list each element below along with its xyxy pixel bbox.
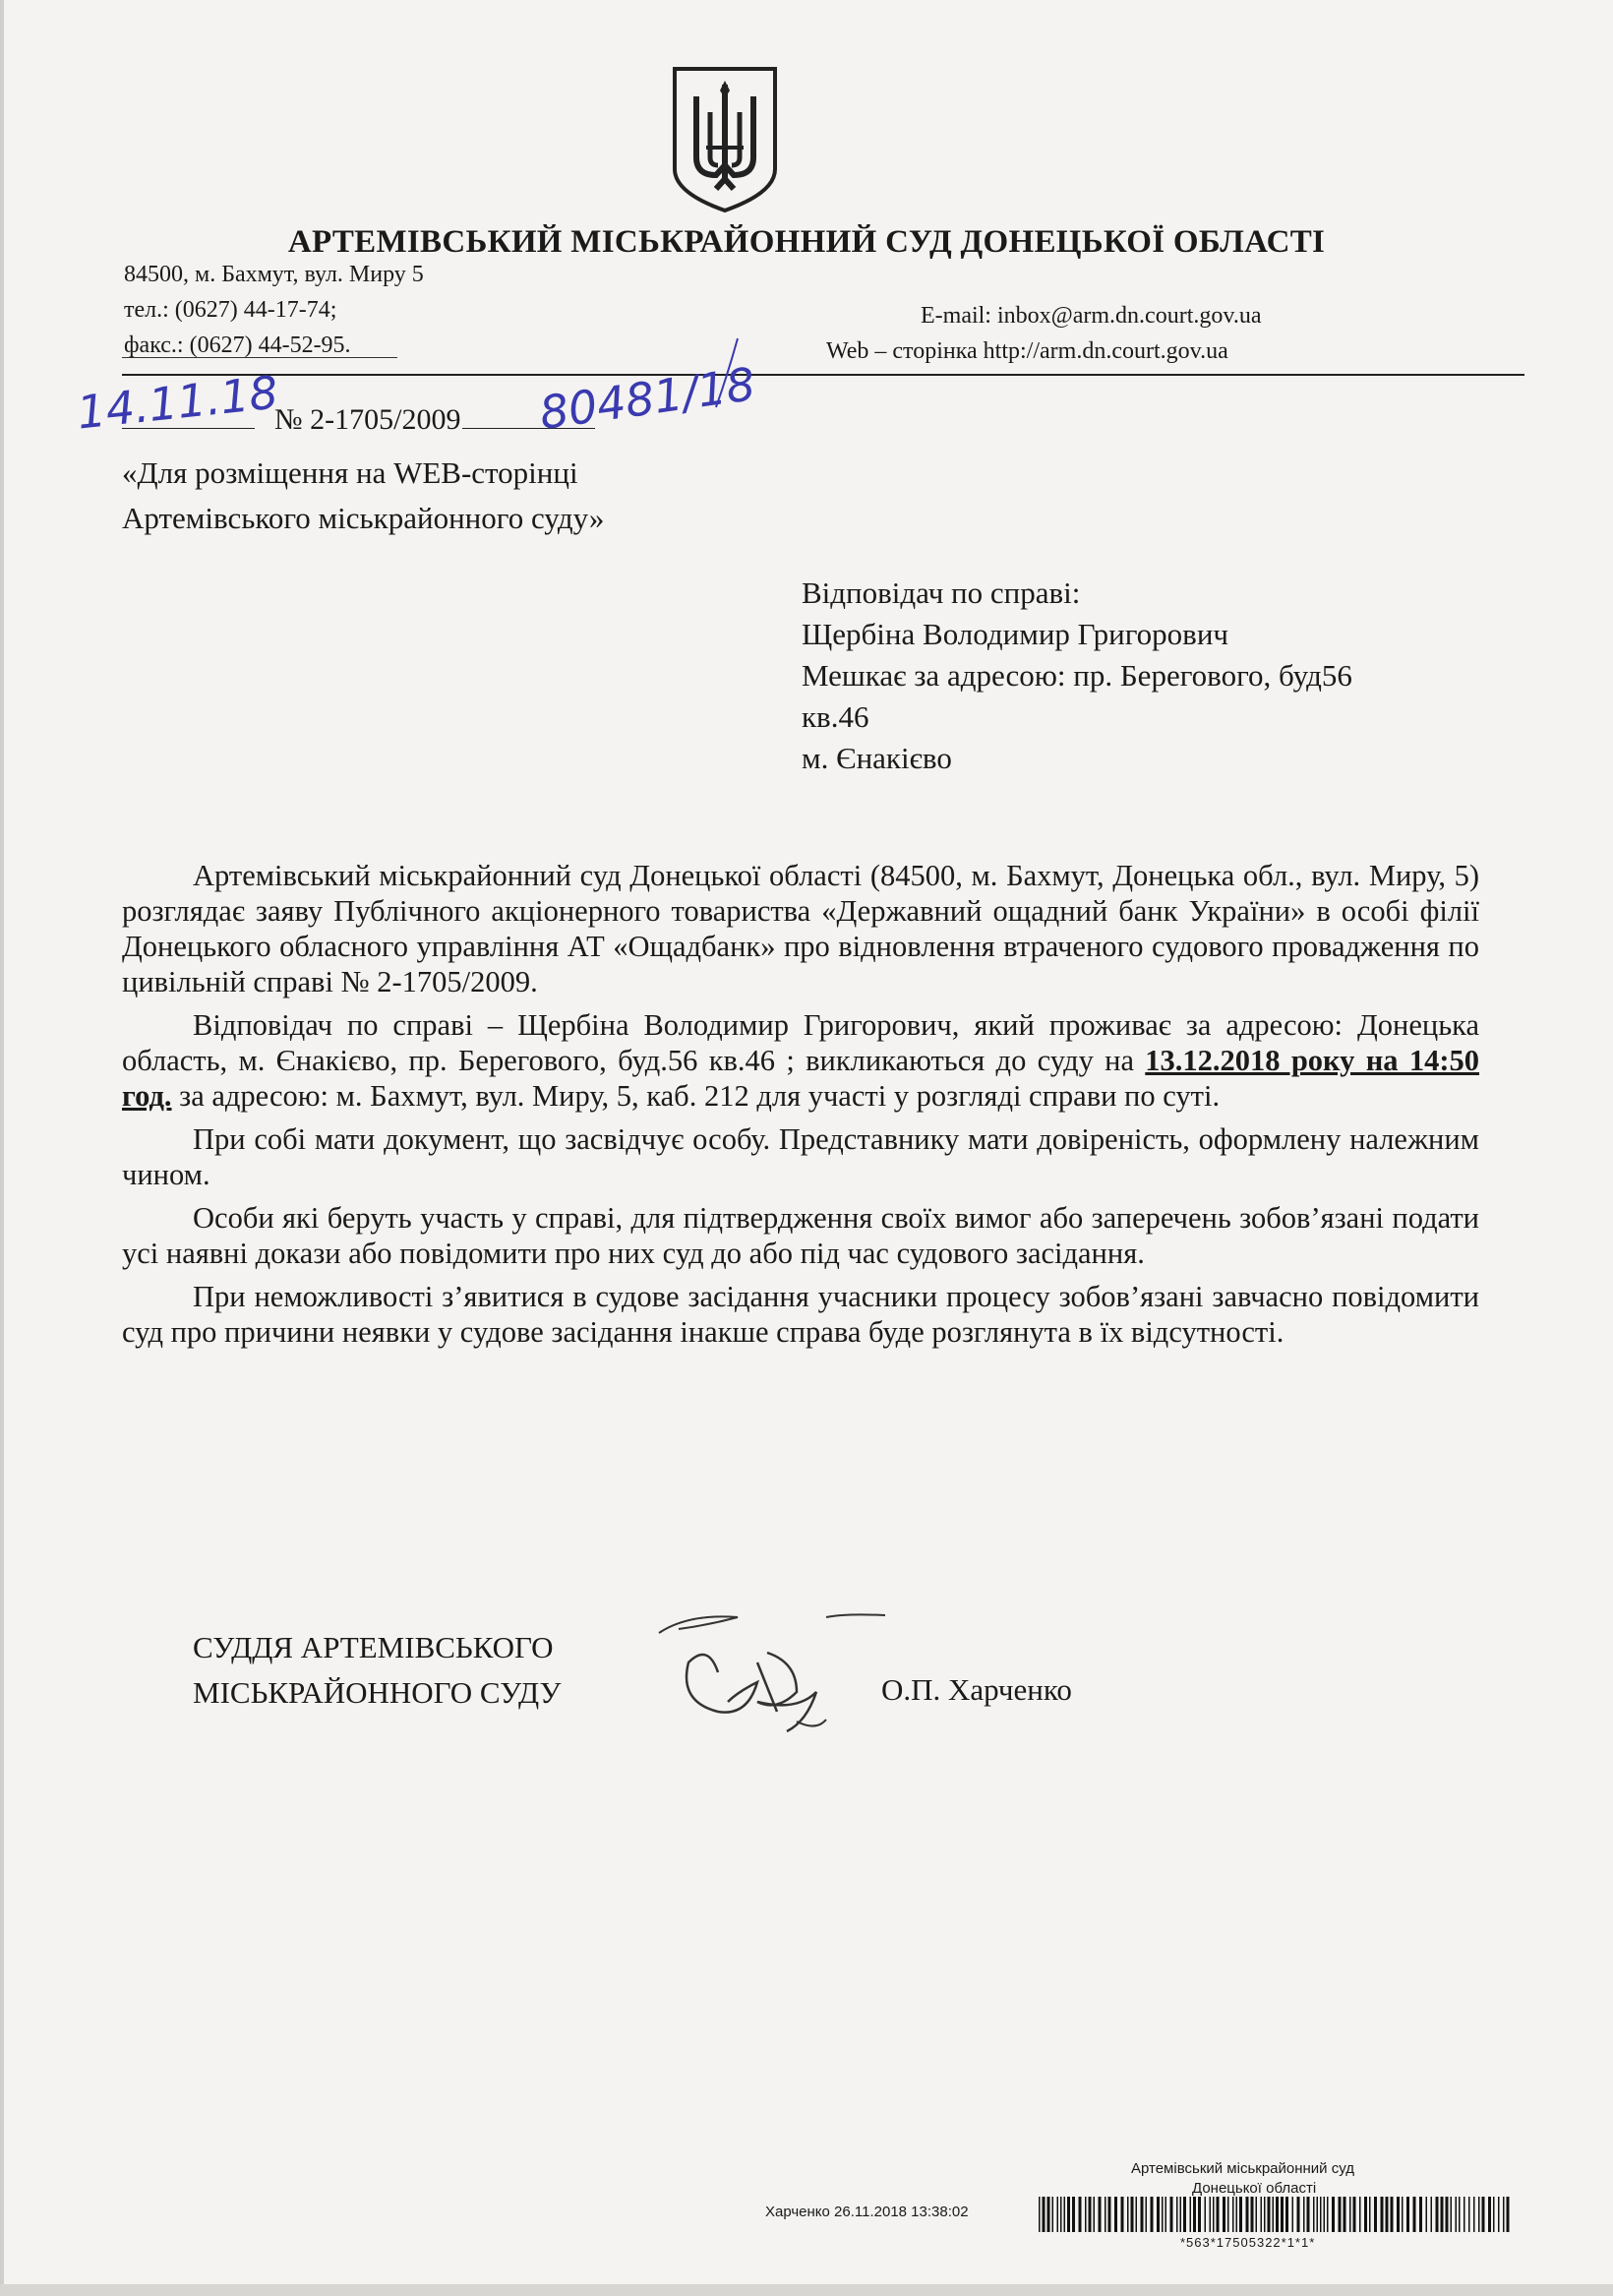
barcode-bar — [1246, 2197, 1249, 2232]
barcode-bar — [1359, 2197, 1361, 2232]
web-placement-note — [122, 451, 604, 541]
respondent-apartment: кв.46 — [802, 699, 869, 734]
barcode-bar — [1413, 2197, 1416, 2232]
barcode-bar — [1349, 2197, 1351, 2232]
judge-title — [193, 1625, 561, 1716]
respondent-name: Щербіна Володимир Григорович — [802, 617, 1228, 651]
barcode-bar — [1193, 2197, 1196, 2232]
barcode-bar — [1165, 2197, 1167, 2232]
respondent-address: Мешкає за адресою: пр. Берегового, буд56 — [802, 658, 1352, 693]
barcode-bar — [1391, 2197, 1394, 2232]
barcode-bar — [1236, 2197, 1238, 2232]
body-paragraph-3: При собі мати документ, що засвідчує особу. Представнику мати довіреність, оформлену належним чином. — [122, 1122, 1479, 1191]
barcode-bar — [1327, 2197, 1329, 2232]
barcode-bar — [1381, 2197, 1384, 2232]
barcode — [1039, 2197, 1511, 2236]
barcode-bar — [1190, 2197, 1192, 2232]
coat-of-arms-icon — [667, 63, 783, 216]
barcode-bar — [1276, 2197, 1279, 2232]
barcode-bar — [1089, 2197, 1092, 2232]
barcode-bar — [1067, 2197, 1070, 2232]
barcode-bar — [1482, 2197, 1485, 2232]
barcode-bar — [1213, 2197, 1215, 2232]
barcode-bar — [1503, 2197, 1505, 2232]
barcode-bar — [1292, 2197, 1294, 2232]
barcode-bar — [1127, 2197, 1129, 2232]
case-number: № 2-1705/2009 — [274, 403, 461, 436]
body-paragraph-1: Артемівський міськрайонний суд Донецької області (84500, м. Бахмут, Донецька обл., вул. Миру, 5) розглядає заяву Публічного акціонерного товариства «Державний ощадний банк України» в особі філії Донецького обласного управління АТ «Ощадбанк» про відновлення втраченого судового провадження по цивільній справі № 2-1705/2009. — [122, 859, 1479, 998]
barcode-bar — [1498, 2197, 1500, 2232]
barcode-bar — [1402, 2197, 1404, 2232]
respondent-city: м. Єнакієво — [802, 741, 952, 775]
barcode-bar — [1232, 2197, 1234, 2232]
barcode-bar — [1094, 2197, 1096, 2232]
barcode-bar — [1473, 2197, 1475, 2232]
stamp-signer-datetime: Харченко 26.11.2018 13:38:02 — [765, 2204, 969, 2220]
barcode-bar — [1406, 2197, 1409, 2232]
court-website: Web – сторінка http://arm.dn.court.gov.ua — [826, 338, 1228, 364]
stamp-court-line-2: Донецької області — [1192, 2180, 1317, 2197]
barcode-bar — [1079, 2197, 1082, 2232]
web-note-line-2: Артемівського міськрайонного суду» — [122, 501, 605, 535]
judge-title-line-2: МІСЬКРАЙОННОГО СУДУ — [193, 1675, 562, 1710]
court-address: 84500, м. Бахмут, вул. Миру 5 — [124, 262, 424, 287]
barcode-bar — [1436, 2197, 1439, 2232]
barcode-bar — [1162, 2197, 1164, 2232]
barcode-bar — [1136, 2197, 1138, 2232]
barcode-bar — [1273, 2197, 1275, 2232]
barcode-bar — [1431, 2197, 1433, 2232]
barcode-bar — [1170, 2197, 1173, 2232]
handwritten-outgoing-number: 80481/18 — [536, 356, 759, 441]
barcode-bar — [1285, 2197, 1288, 2232]
barcode-bar — [1131, 2197, 1134, 2232]
court-name-heading: АРТЕМІВСЬКИЙ МІСЬКРАЙОННИЙ СУД ДОНЕЦЬКОЇ ОБЛАСТІ — [287, 224, 1326, 260]
barcode-bar — [1468, 2197, 1470, 2232]
barcode-bar — [1157, 2197, 1160, 2232]
barcode-bar — [1419, 2197, 1422, 2232]
notice-body — [122, 858, 1479, 1358]
barcode-bar — [1307, 2197, 1310, 2232]
stamp-court-line-1: Артемівський міськрайонний суд — [1131, 2160, 1354, 2177]
barcode-bar — [1043, 2197, 1045, 2232]
hearing-datetime: 13.12.2018 року на 14:50 год. — [122, 1044, 1479, 1113]
barcode-bar — [1072, 2197, 1075, 2232]
barcode-bar — [1488, 2197, 1491, 2232]
barcode-bar — [1426, 2197, 1428, 2232]
barcode-bar — [1456, 2197, 1458, 2232]
barcode-bar — [1297, 2197, 1300, 2232]
barcode-bar — [1085, 2197, 1087, 2232]
barcode-bar — [1176, 2197, 1178, 2232]
barcode-bar — [1057, 2197, 1059, 2232]
barcode-bar — [1332, 2197, 1335, 2232]
court-phone: тел.: (0627) 44-17-74; — [124, 297, 337, 323]
barcode-bar — [1464, 2197, 1465, 2232]
barcode-bar — [1223, 2197, 1225, 2232]
barcode-bar — [1339, 2197, 1342, 2232]
barcode-bar — [1198, 2197, 1201, 2232]
barcode-bar — [1261, 2197, 1263, 2232]
barcode-bar — [1256, 2197, 1258, 2232]
barcode-bar — [1146, 2197, 1148, 2232]
barcode-bar — [1317, 2197, 1319, 2232]
barcode-bar — [1268, 2197, 1271, 2232]
court-fax: факс.: (0627) 44-52-95. — [124, 332, 351, 358]
barcode-bar — [1052, 2197, 1054, 2232]
respondent-block — [802, 573, 1352, 779]
barcode-bar — [1507, 2197, 1510, 2232]
body-paragraph-2 — [122, 1007, 1479, 1114]
barcode-bar — [1205, 2197, 1207, 2232]
scan-edge — [0, 0, 4, 2296]
barcode-bar — [1064, 2197, 1066, 2232]
court-email: E-mail: inbox@arm.dn.court.gov.ua — [921, 303, 1262, 329]
barcode-bar — [1478, 2197, 1480, 2232]
barcode-bar — [1099, 2197, 1102, 2232]
barcode-bar — [1397, 2197, 1400, 2232]
body-paragraph-4: Особи які беруть участь у справі, для підтвердження своїх вимог або заперечень зобов’язані подати усі наявні докази або повідомити про них суд до або під час судового засідання. — [122, 1201, 1479, 1270]
p2-start: Відповідач по справі – Щербіна Володимир Григорович, який проживає за адресою: Донецька область, м. Єнакієво, пр. Берегового, буд.56 кв.46 ; викликаються до суду на — [122, 1008, 1479, 1077]
barcode-bar — [1227, 2197, 1229, 2232]
scan-bottom-edge — [0, 2284, 1613, 2296]
judge-name: О.П. Харченко — [881, 1672, 1072, 1707]
barcode-bar — [1239, 2197, 1242, 2232]
judge-signature — [649, 1603, 905, 1741]
barcode-bar — [1369, 2197, 1371, 2232]
barcode-bar — [1386, 2197, 1389, 2232]
barcode-bar — [1251, 2197, 1254, 2232]
barcode-bar — [1114, 2197, 1117, 2232]
barcode-bar — [1364, 2197, 1367, 2232]
barcode-bar — [1183, 2197, 1186, 2232]
barcode-bar — [1344, 2197, 1346, 2232]
barcode-bar — [1451, 2197, 1453, 2232]
barcode-bar — [1459, 2197, 1461, 2232]
barcode-bar — [1105, 2197, 1106, 2232]
barcode-bar — [1313, 2197, 1315, 2232]
barcode-bar — [1264, 2197, 1266, 2232]
barcode-bar — [1039, 2197, 1041, 2232]
barcode-bar — [1493, 2197, 1495, 2232]
barcode-bar — [1281, 2197, 1284, 2232]
header-divider — [122, 374, 1524, 376]
barcode-bar — [1121, 2197, 1124, 2232]
barcode-text: *563*17505322*1*1* — [1180, 2235, 1316, 2250]
barcode-bar — [1210, 2197, 1212, 2232]
web-note-line-1: «Для розміщення на WEB-сторінці — [122, 455, 578, 490]
barcode-bar — [1446, 2197, 1449, 2232]
judge-title-line-1: СУДДЯ АРТЕМІВСЬКОГО — [193, 1630, 554, 1664]
barcode-bar — [1141, 2197, 1144, 2232]
barcode-bar — [1108, 2197, 1111, 2232]
barcode-bar — [1217, 2197, 1220, 2232]
handwritten-date: 14.11.18 — [74, 365, 281, 440]
barcode-bar — [1374, 2197, 1377, 2232]
barcode-bar — [1441, 2197, 1444, 2232]
barcode-bar — [1303, 2197, 1305, 2232]
barcode-bar — [1047, 2197, 1050, 2232]
fax-underline — [122, 357, 397, 358]
barcode-bar — [1320, 2197, 1322, 2232]
p2-end: за адресою: м. Бахмут, вул. Миру, 5, каб. 212 для участі у розгляді справи по суті. — [171, 1079, 1221, 1113]
barcode-bar — [1353, 2197, 1356, 2232]
respondent-label: Відповідач по справі: — [802, 575, 1081, 610]
barcode-bar — [1180, 2197, 1182, 2232]
barcode-bar — [1324, 2197, 1326, 2232]
barcode-bar — [1060, 2197, 1062, 2232]
barcode-bar — [1151, 2197, 1154, 2232]
body-paragraph-5: При неможливості з’явитися в судове засідання учасники процесу зобов’язані завчасно повідомити суд про причини неявки у судове засідання інакше справа буде розглянута в їх відсутності. — [122, 1280, 1479, 1349]
